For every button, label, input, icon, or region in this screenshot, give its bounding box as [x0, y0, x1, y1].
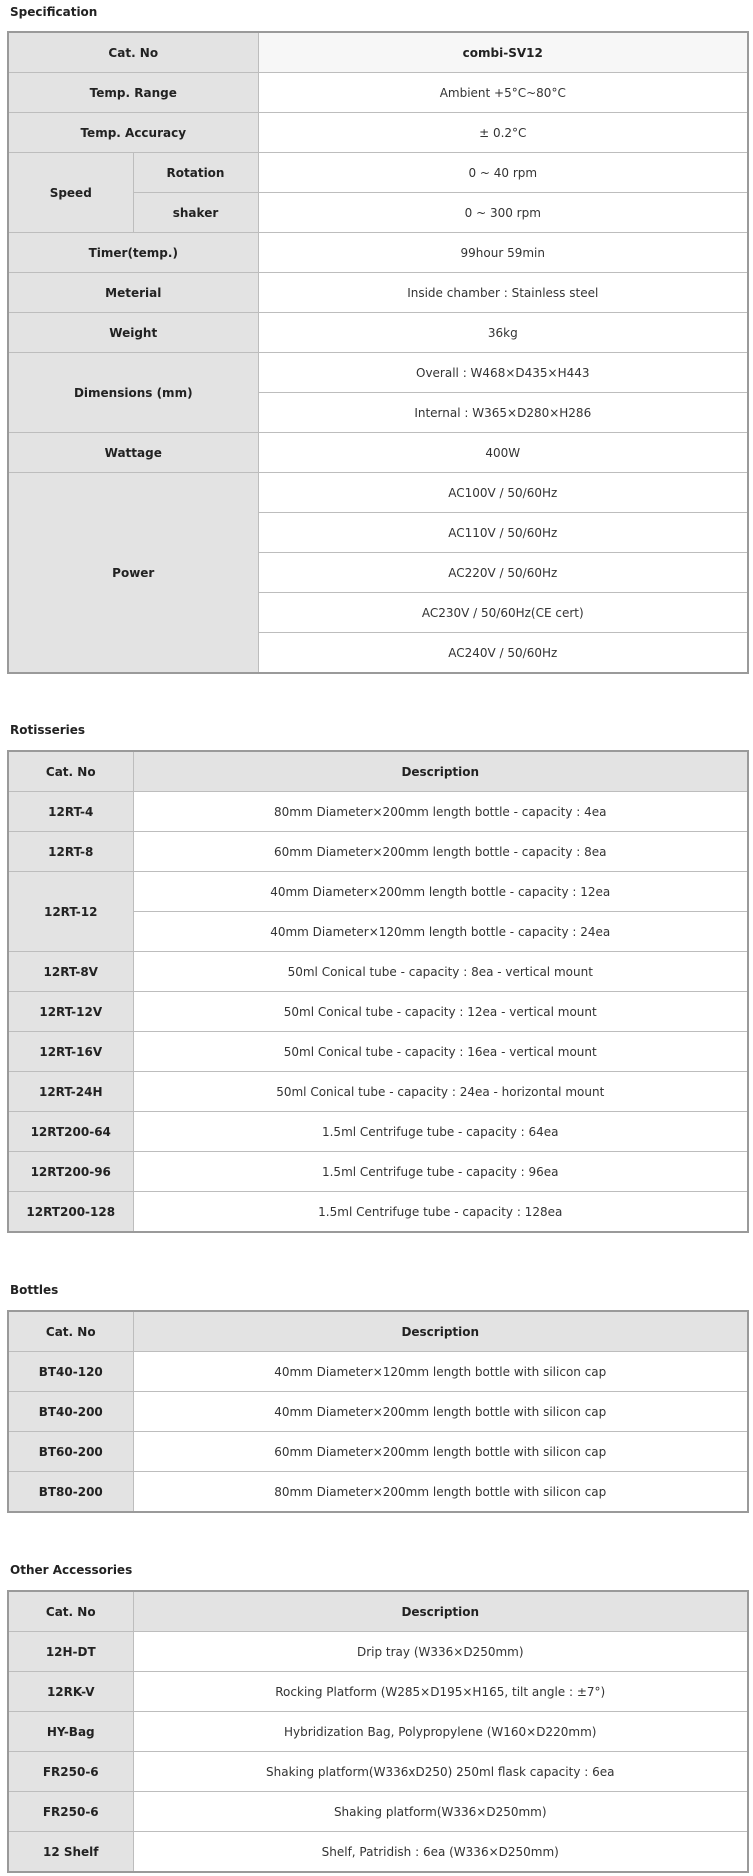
section-title-other-accessories: Other Accessories [10, 1563, 133, 1577]
shaker-value: 0 ~ 300 rpm [258, 193, 748, 233]
table-row [8, 1672, 748, 1712]
table-row [8, 1392, 748, 1432]
temp-range-value: Ambient +5°C~80°C [258, 73, 748, 113]
table-row [8, 353, 748, 393]
cat-no-cell: 12RT200-64 [8, 1112, 133, 1152]
table-row [8, 952, 748, 992]
shaker-label: shaker [133, 193, 258, 233]
dimensions-label: Dimensions (mm) [8, 353, 258, 433]
description-cell: 40mm Diameter×200mm length bottle with silicon cap [133, 1392, 748, 1432]
table-row [8, 1792, 748, 1832]
power-label: Power [8, 473, 258, 674]
bottles-table [7, 1310, 749, 1513]
cat-no-cell: FR250-6 [8, 1752, 133, 1792]
weight-label: Weight [8, 313, 258, 353]
cat-no-cell: 12 Shelf [8, 1832, 133, 1873]
table-row [8, 473, 748, 513]
table-row [8, 1472, 748, 1513]
table-row [8, 1752, 748, 1792]
cat-no-cell: 12H-DT [8, 1632, 133, 1672]
material-value: Inside chamber : Stainless steel [258, 273, 748, 313]
description-cell: Shaking platform(W336xD250) 250ml flask capacity : 6ea [133, 1752, 748, 1792]
timer-label: Timer(temp.) [8, 233, 258, 273]
description-cell: 80mm Diameter×200mm length bottle with silicon cap [133, 1472, 748, 1513]
power-value: AC230V / 50/60Hz(CE cert) [258, 593, 748, 633]
power-value: AC110V / 50/60Hz [258, 513, 748, 553]
description-cell: 50ml Conical tube - capacity : 12ea - vertical mount [133, 992, 748, 1032]
power-value: AC100V / 50/60Hz [258, 473, 748, 513]
temp-range-label: Temp. Range [8, 73, 258, 113]
description-cell: 80mm Diameter×200mm length bottle - capacity : 4ea [133, 792, 748, 832]
material-label: Meterial [8, 273, 258, 313]
rotation-label: Rotation [133, 153, 258, 193]
cat-no-cell: 12RK-V [8, 1672, 133, 1712]
table-row [8, 113, 748, 153]
cat-no-cell: 12RT-4 [8, 792, 133, 832]
table-row [8, 433, 748, 473]
column-header-cat-no: Cat. No [8, 751, 133, 792]
cat-no-cell: FR250-6 [8, 1792, 133, 1832]
table-row [8, 872, 748, 912]
table-row [8, 313, 748, 353]
description-cell: 40mm Diameter×120mm length bottle - capacity : 24ea [133, 912, 748, 952]
dimensions-internal-value: Internal : W365×D280×H286 [258, 393, 748, 433]
table-row [8, 233, 748, 273]
table-row [8, 1632, 748, 1672]
timer-value: 99hour 59min [258, 233, 748, 273]
table-row [8, 1032, 748, 1072]
description-cell: 1.5ml Centrifuge tube - capacity : 128ea [133, 1192, 748, 1233]
cat-no-cell: BT40-120 [8, 1352, 133, 1392]
accessories-table [7, 1590, 749, 1873]
cat-no-cell: 12RT-16V [8, 1032, 133, 1072]
table-row [8, 992, 748, 1032]
table-row [8, 1192, 748, 1233]
specification-table [7, 31, 749, 674]
description-cell: 50ml Conical tube - capacity : 16ea - vertical mount [133, 1032, 748, 1072]
dimensions-overall-value: Overall : W468×D435×H443 [258, 353, 748, 393]
power-value: AC240V / 50/60Hz [258, 633, 748, 674]
power-value: AC220V / 50/60Hz [258, 553, 748, 593]
table-row [8, 273, 748, 313]
table-header-row [8, 1591, 748, 1632]
description-cell: 60mm Diameter×200mm length bottle - capacity : 8ea [133, 832, 748, 872]
wattage-label: Wattage [8, 433, 258, 473]
description-cell: 50ml Conical tube - capacity : 24ea - horizontal mount [133, 1072, 748, 1112]
cat-no-value: combi-SV12 [258, 32, 748, 73]
rotation-value: 0 ~ 40 rpm [258, 153, 748, 193]
cat-no-cell: BT40-200 [8, 1392, 133, 1432]
temp-accuracy-value: ± 0.2°C [258, 113, 748, 153]
table-row [8, 792, 748, 832]
weight-value: 36kg [258, 313, 748, 353]
column-header-cat-no: Cat. No [8, 1311, 133, 1352]
temp-accuracy-label: Temp. Accuracy [8, 113, 258, 153]
cat-no-cell: 12RT-8V [8, 952, 133, 992]
section-title-rotisseries: Rotisseries [10, 723, 86, 737]
description-cell: Shaking platform(W336×D250mm) [133, 1792, 748, 1832]
table-row [8, 1072, 748, 1112]
description-cell: 50ml Conical tube - capacity : 8ea - vertical mount [133, 952, 748, 992]
description-cell: 40mm Diameter×200mm length bottle - capacity : 12ea [133, 872, 748, 912]
table-row [8, 832, 748, 872]
column-header-description: Description [133, 1591, 748, 1632]
rotisseries-table [7, 750, 749, 1233]
description-cell: Drip tray (W336×D250mm) [133, 1632, 748, 1672]
table-row [8, 1352, 748, 1392]
column-header-description: Description [133, 1311, 748, 1352]
description-cell: Hybridization Bag, Polypropylene (W160×D220mm) [133, 1712, 748, 1752]
cat-no-cell: BT60-200 [8, 1432, 133, 1472]
cat-no-cell: 12RT-8 [8, 832, 133, 872]
table-row [8, 1112, 748, 1152]
cat-no-cell: BT80-200 [8, 1472, 133, 1513]
cat-no-cell: 12RT-24H [8, 1072, 133, 1112]
column-header-cat-no: Cat. No [8, 1591, 133, 1632]
cat-no-cell: HY-Bag [8, 1712, 133, 1752]
description-cell: Rocking Platform (W285×D195×H165, tilt angle : ±7°) [133, 1672, 748, 1712]
table-row [8, 73, 748, 113]
description-cell: 1.5ml Centrifuge tube - capacity : 96ea [133, 1152, 748, 1192]
cat-no-cell: 12RT-12 [8, 872, 133, 952]
wattage-value: 400W [258, 433, 748, 473]
description-cell: Shelf, Patridish : 6ea (W336×D250mm) [133, 1832, 748, 1873]
table-header-row [8, 751, 748, 792]
cat-no-cell: 12RT-12V [8, 992, 133, 1032]
description-cell: 60mm Diameter×200mm length bottle with silicon cap [133, 1432, 748, 1472]
table-row [8, 1832, 748, 1873]
table-header-row [8, 1311, 748, 1352]
description-cell: 1.5ml Centrifuge tube - capacity : 64ea [133, 1112, 748, 1152]
description-cell: 40mm Diameter×120mm length bottle with silicon cap [133, 1352, 748, 1392]
table-row [8, 153, 748, 193]
table-row [8, 1432, 748, 1472]
cat-no-label: Cat. No [8, 32, 258, 73]
cat-no-cell: 12RT200-128 [8, 1192, 133, 1233]
section-title-bottles: Bottles [10, 1283, 59, 1297]
table-row [8, 32, 748, 73]
cat-no-cell: 12RT200-96 [8, 1152, 133, 1192]
section-title-specification: Specification [10, 5, 98, 19]
speed-label: Speed [8, 153, 133, 233]
table-row [8, 1712, 748, 1752]
column-header-description: Description [133, 751, 748, 792]
table-row [8, 1152, 748, 1192]
